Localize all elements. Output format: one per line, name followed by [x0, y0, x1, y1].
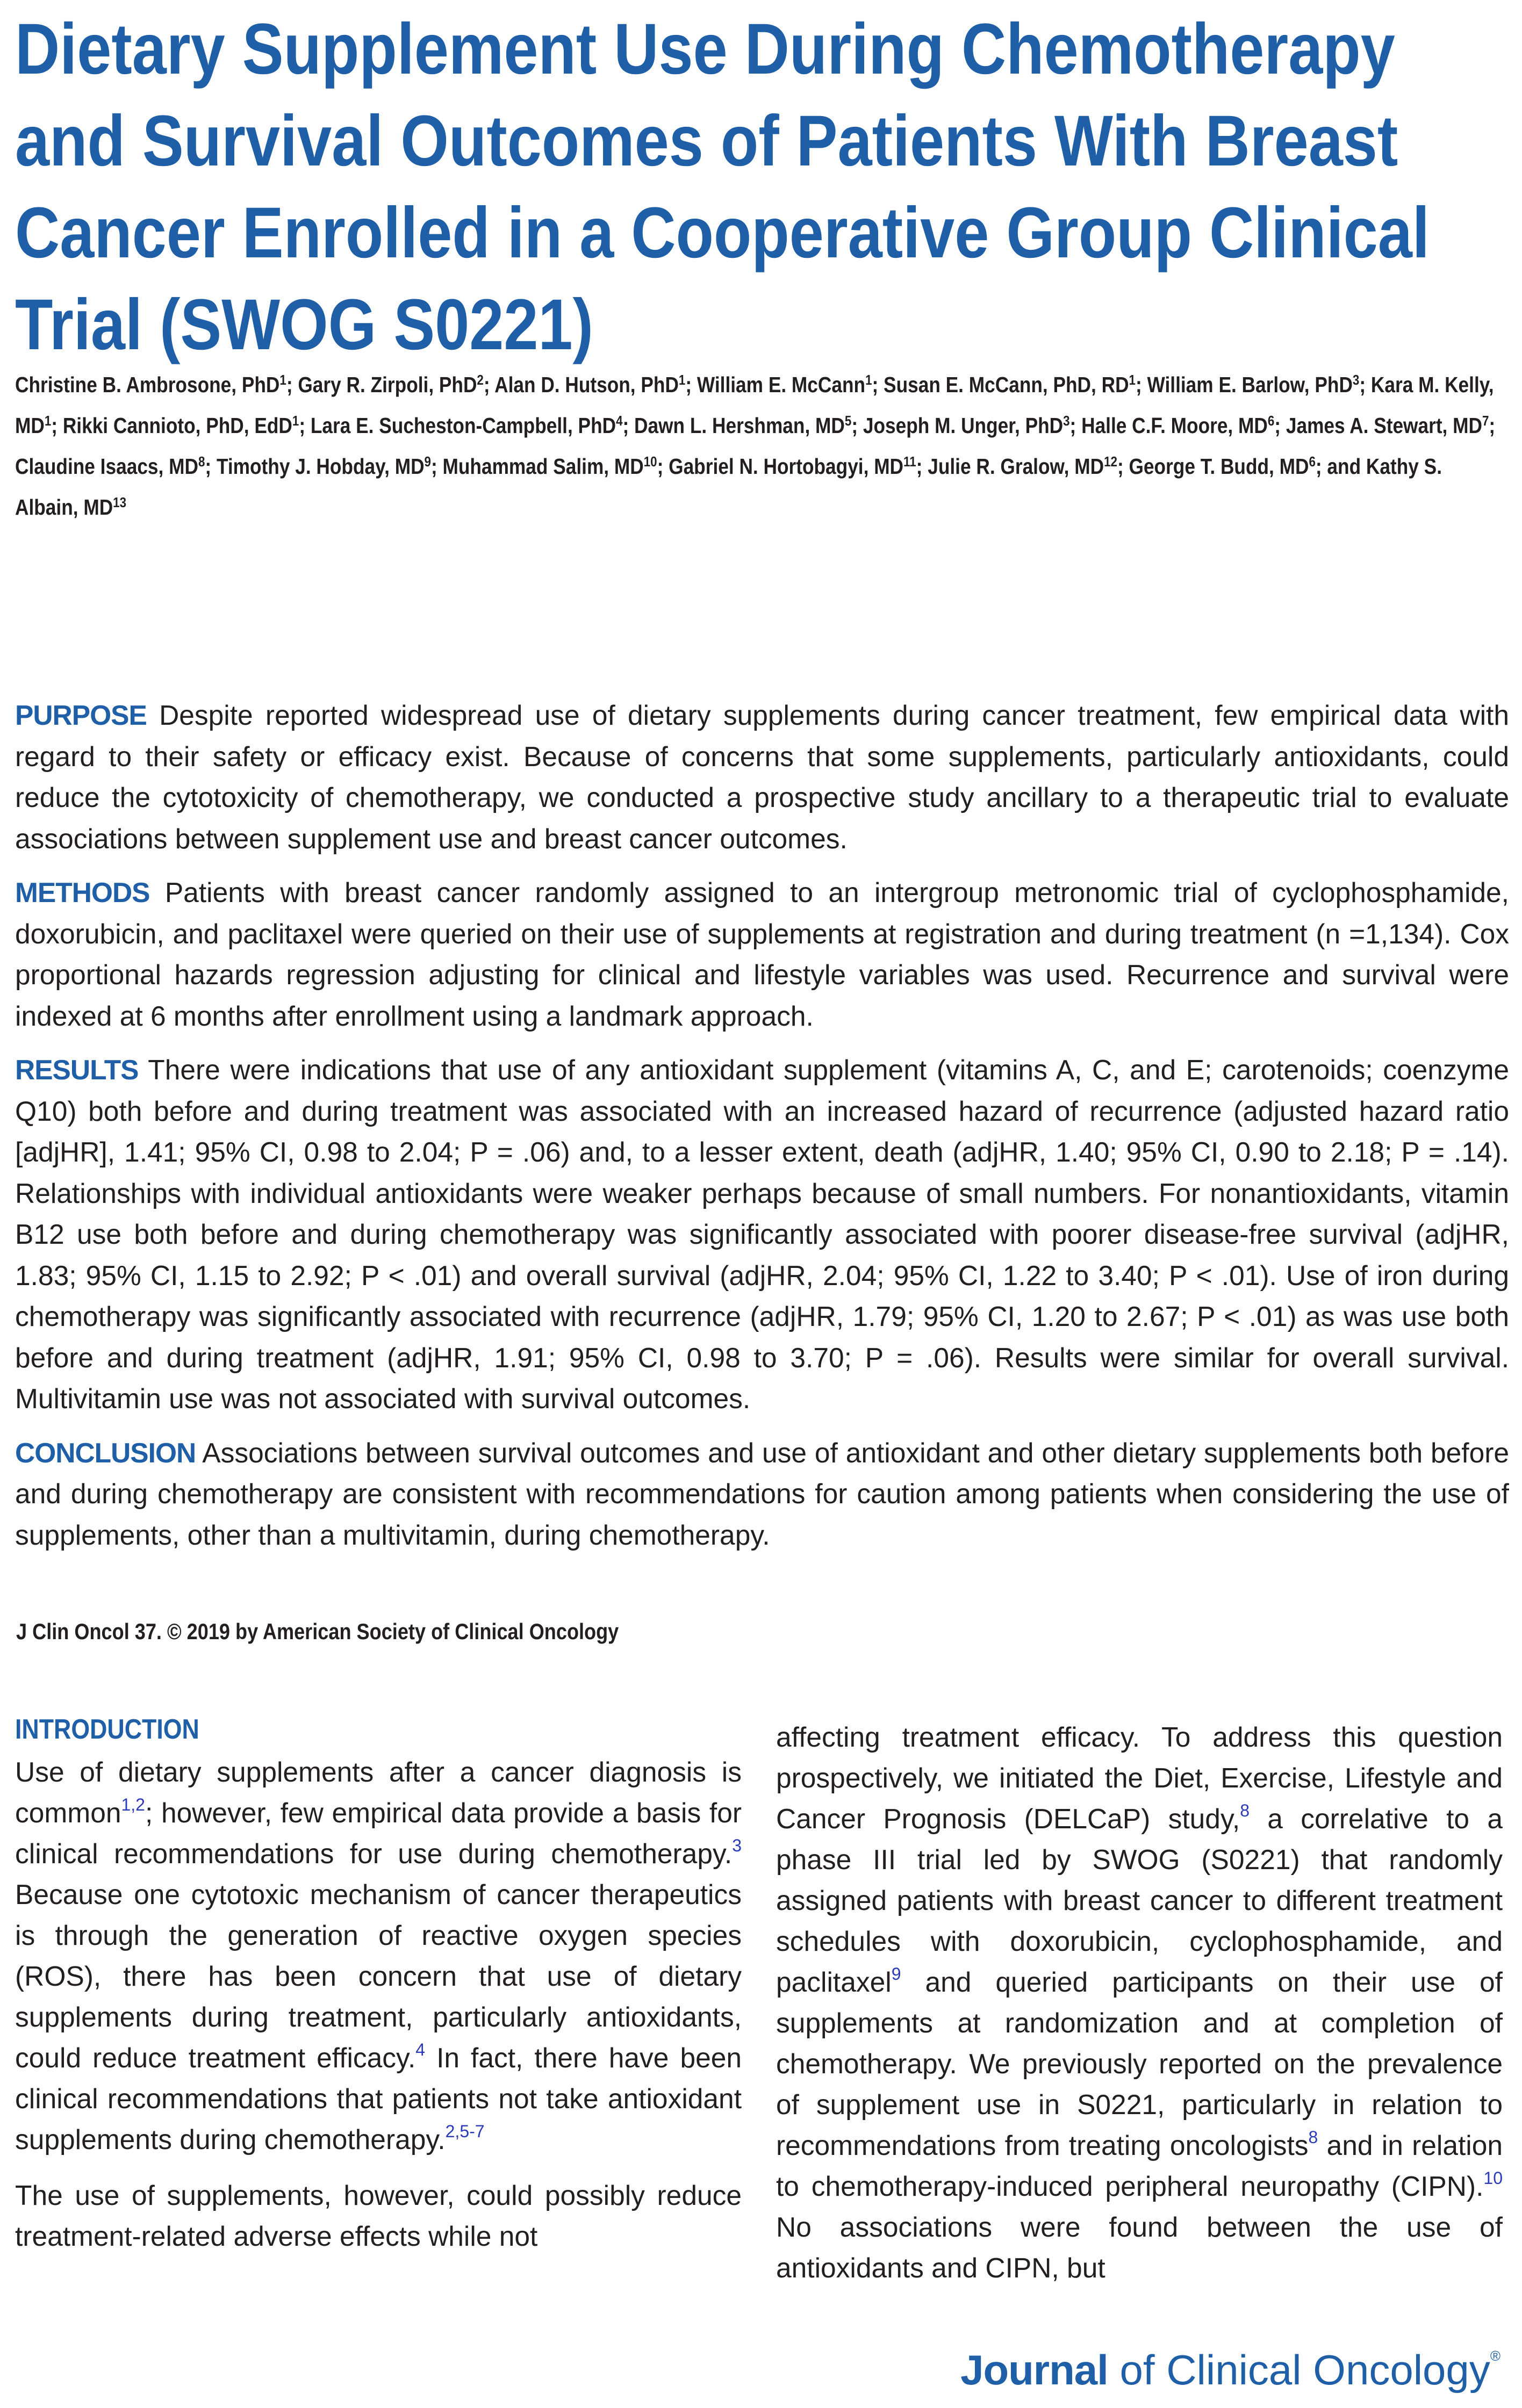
author-affiliation: 10 [643, 453, 657, 470]
author-name: Christine B. Ambrosone, PhD [15, 372, 280, 397]
author-name: Rikki Cannioto, PhD, EdD [62, 413, 292, 438]
author-name: Kara M. Kelly, MD [15, 372, 1494, 438]
author-affiliation: 1 [279, 372, 286, 388]
journal-name-rest: of Clinical Oncology [1108, 2346, 1490, 2393]
author-affiliation: 4 [616, 413, 623, 429]
abstract-methods [15, 872, 1509, 1036]
reference-link[interactable]: 3 [732, 1836, 742, 1855]
intro-text-run: and in relation to chemotherapy-induced peripheral neuropathy (CIPN). [776, 2130, 1503, 2202]
reference-link[interactable]: 4 [415, 2040, 426, 2059]
intro-text-run: and queried participants on their use of supplements at randomization and at completion of chemotherapy. We previously reported on the prevalence of supplement use in S0221, particularly in relation to recommendations from treating oncologists [776, 1966, 1503, 2161]
author-affiliation: 11 [903, 453, 916, 470]
author-affiliation: 3 [1352, 372, 1360, 388]
author-affiliation: 9 [424, 453, 431, 470]
author-affiliation: 1 [678, 372, 686, 388]
journal-name-bold: Journal [960, 2346, 1108, 2393]
intro-text-run: No associations were found between the use of antioxidants and CIPN, but [776, 2211, 1503, 2283]
abstract-purpose [15, 695, 1509, 859]
reference-link[interactable]: 1,2 [121, 1795, 145, 1814]
intro-column-left [15, 1711, 742, 2272]
registered-mark: ® [1490, 2348, 1501, 2364]
journal-citation: J Clin Oncol 37. © 2019 by American Society of Clinical Oncology [16, 1619, 619, 1644]
author-name: Alan D. Hutson, PhD [494, 372, 679, 397]
author-name: Susan E. McCann, PhD, RD [884, 372, 1129, 397]
results-text: There were indications that use of any antioxidant supplement (vitamins A, C, and E; carotenoids; coenzyme Q10) both before and during treatment was associated with an increased hazard of recurrence (adjusted hazard ratio [adjHR], 1.41; 95% CI, 0.98 to 2.04; P = .06) and, to a lesser extent, death (adjHR, 1.40; 95% CI, 0.90 to 2.18; P = .14). Relationships with individual antioxidants were weaker perhaps because of small numbers. For nonantioxidants, vitamin B12 use both before and during chemotherapy was significantly associated with poorer disease-free survival (adjHR, 1.83; 95% CI, 1.15 to 2.92; P < .01) and overall survival (adjHR, 2.04; 95% CI, 1.22 to 3.40; P < .01). Use of iron during chemotherapy was significantly associated with recurrence (adjHR, 1.79; 95% CI, 1.20 to 2.67; P < .01) as was use both before and during treatment (adjHR, 1.91; 95% CI, 0.98 to 3.70; P = .06). Results were similar for overall survival. Multivitamin use was not associated with survival outcomes. [15, 1054, 1509, 1414]
intro-text-run: In fact, there have been clinical recommendations that patients not take antioxidant supplements during chemotherapy. [15, 2042, 742, 2155]
reference-link[interactable]: 8 [1240, 1801, 1250, 1820]
author-affiliation: 1 [292, 413, 299, 429]
author-affiliation: 6 [1309, 453, 1316, 470]
intro-text-run: Because one cytotoxic mechanism of cancer therapeutics is through the generation of reactive oxygen species (ROS), there has been concern that use of dietary supplements during treatment, particularly antioxidants, could reduce treatment efficacy. [15, 1879, 742, 2073]
author-affiliation: 1 [1129, 372, 1136, 388]
methods-label: METHODS [15, 877, 150, 908]
intro-text-run: affecting treatment efficacy. To address this question prospectively, we initiated the Diet, Exercise, Lifestyle and Cancer Prognosis (DELCaP) study, [776, 1721, 1503, 1834]
author-name: William E. Barlow, PhD [1147, 372, 1353, 397]
intro-paragraph-1 [15, 1751, 742, 2160]
purpose-label: PURPOSE [15, 700, 147, 731]
author-affiliation: 2 [477, 372, 484, 388]
methods-text: Patients with breast cancer randomly assigned to an intergroup metronomic trial of cyclophosphamide, doxorubicin, and paclitaxel were queried on their use of supplements at registration and during treatment (n =1,134). Cox proportional hazards regression adjusting for clinical and lifestyle variables was used. Recurrence and survival were indexed at 6 months after enrollment using a landmark approach. [15, 877, 1509, 1032]
author-name: Gary R. Zirpoli, PhD [298, 372, 477, 397]
author-name: Dawn L. Hershman, MD [634, 413, 845, 438]
author-name: Halle C.F. Moore, MD [1081, 413, 1268, 438]
author-affiliation: 3 [1063, 413, 1070, 429]
article-title: Dietary Supplement Use During Chemotherapy and Survival Outcomes of Patients With Breast Cancer Enrolled in a Cooperative Group Clinical Trial (SWOG S0221) [15, 9, 1430, 365]
author-name: Joseph M. Unger, PhD [863, 413, 1064, 438]
purpose-text: Despite reported widespread use of dietary supplements during cancer treatment, few empirical data with regard to their safety or efficacy exist. Because of concerns that some supplements, particularly antioxidants, could reduce the cytotoxicity of chemotherapy, we conducted a prospective study ancillary to a therapeutic trial to evaluate associations between supplement use and breast cancer outcomes. [15, 700, 1510, 854]
author-name: William E. McCann [697, 372, 866, 397]
author-name: Claudine Isaacs, MD [15, 454, 198, 479]
author-name: Gabriel N. Hortobagyi, MD [669, 454, 904, 479]
author-affiliation: 5 [844, 413, 852, 429]
intro-text-run: Use of dietary supplements after a cancer diagnosis is common [15, 1756, 742, 1828]
author-affiliation: 7 [1482, 413, 1489, 429]
author-list: Christine B. Ambrosone, PhD$^1$; Gary R. Zirpoli, PhD$^2$; Alan D. Hutson, PhD$^1$; William E. McCann$^1$; Susan E. McCann, PhD, $RD^1$; William E. Barlow, PhD$^3$; Kara M. Kelly, $MD^1$; Rikki Cannioto, PhD, EdD$^1$; Lara E. Sucheston-Campbell, PhD$^4$; Dawn L. Hershman, $MD^5$; Joseph M. Unger, PhD$^3$; Halle C.F. Moore, $MD^6$; James A. Stewart, $MD^7$; Claudine Isaacs, $MD^8$; Timothy J. Hobday, $MD^9$; Muhammad Salim, MD$^{10}$; Gabriel N. Hortobagyi, MD$^{11}$; Julie R. Gralow, MD$^{12}$; George T. Budd, $MD^6$; and Kathy S. Albain, MD$^{13}$ [15, 372, 1496, 520]
author-name: Muhammad Salim, MD [442, 454, 644, 479]
author-affiliation: 13 [113, 494, 127, 510]
abstract-conclusion [15, 1432, 1509, 1556]
author-name: Julie R. Gralow, MD [928, 454, 1104, 479]
intro-text-run: ; however, few empirical data provide a basis for clinical recommendations for use during chemotherapy. [15, 1797, 742, 1869]
intro-text-run: a correlative to a phase III trial led by SWOG (S0221) that randomly assigned patients with breast cancer to different treatment schedules with doxorubicin, cyclophosphamide, and paclitaxel [776, 1803, 1503, 1998]
reference-link[interactable]: 2,5-7 [445, 2122, 485, 2141]
reference-link[interactable]: 8 [1308, 2128, 1318, 2147]
conclusion-text: Associations between survival outcomes and use of antioxidant and other dietary supplements both before and during chemotherapy are consistent with recommendations for caution among patients when considering the use of supplements, other than a multivitamin, during chemotherapy. [15, 1437, 1510, 1551]
author-affiliation: 1 [44, 413, 52, 429]
author-affiliation: 1 [865, 372, 872, 388]
author-name: James A. Stewart, MD [1286, 413, 1482, 438]
results-label: RESULTS [15, 1054, 139, 1085]
intro-paragraph-2-continued [776, 1717, 1503, 2288]
author-name: George T. Budd, MD [1129, 454, 1309, 479]
conclusion-label: CONCLUSION [15, 1437, 196, 1468]
introduction-heading: INTRODUCTION [15, 1714, 199, 1745]
author-name: Timothy J. Hobday, MD [216, 454, 425, 479]
reference-link[interactable]: 9 [891, 1964, 901, 1984]
abstract [15, 695, 1509, 1568]
abstract-results [15, 1049, 1509, 1419]
intro-paragraph-2-start [15, 2175, 742, 2256]
intro-column-right [776, 1717, 1503, 2303]
author-affiliation: 12 [1104, 453, 1117, 470]
journal-logo [960, 2346, 1501, 2394]
author-affiliation: 6 [1267, 413, 1275, 429]
reference-link[interactable]: 10 [1483, 2168, 1503, 2188]
author-name: Kathy S. Albain, MD [15, 454, 1442, 520]
author-affiliation: 8 [198, 453, 205, 470]
intro-text-run: The use of supplements, however, could possibly reduce treatment-related adverse effects while not [15, 2180, 742, 2252]
author-name: Lara E. Sucheston-Campbell, PhD [310, 413, 616, 438]
